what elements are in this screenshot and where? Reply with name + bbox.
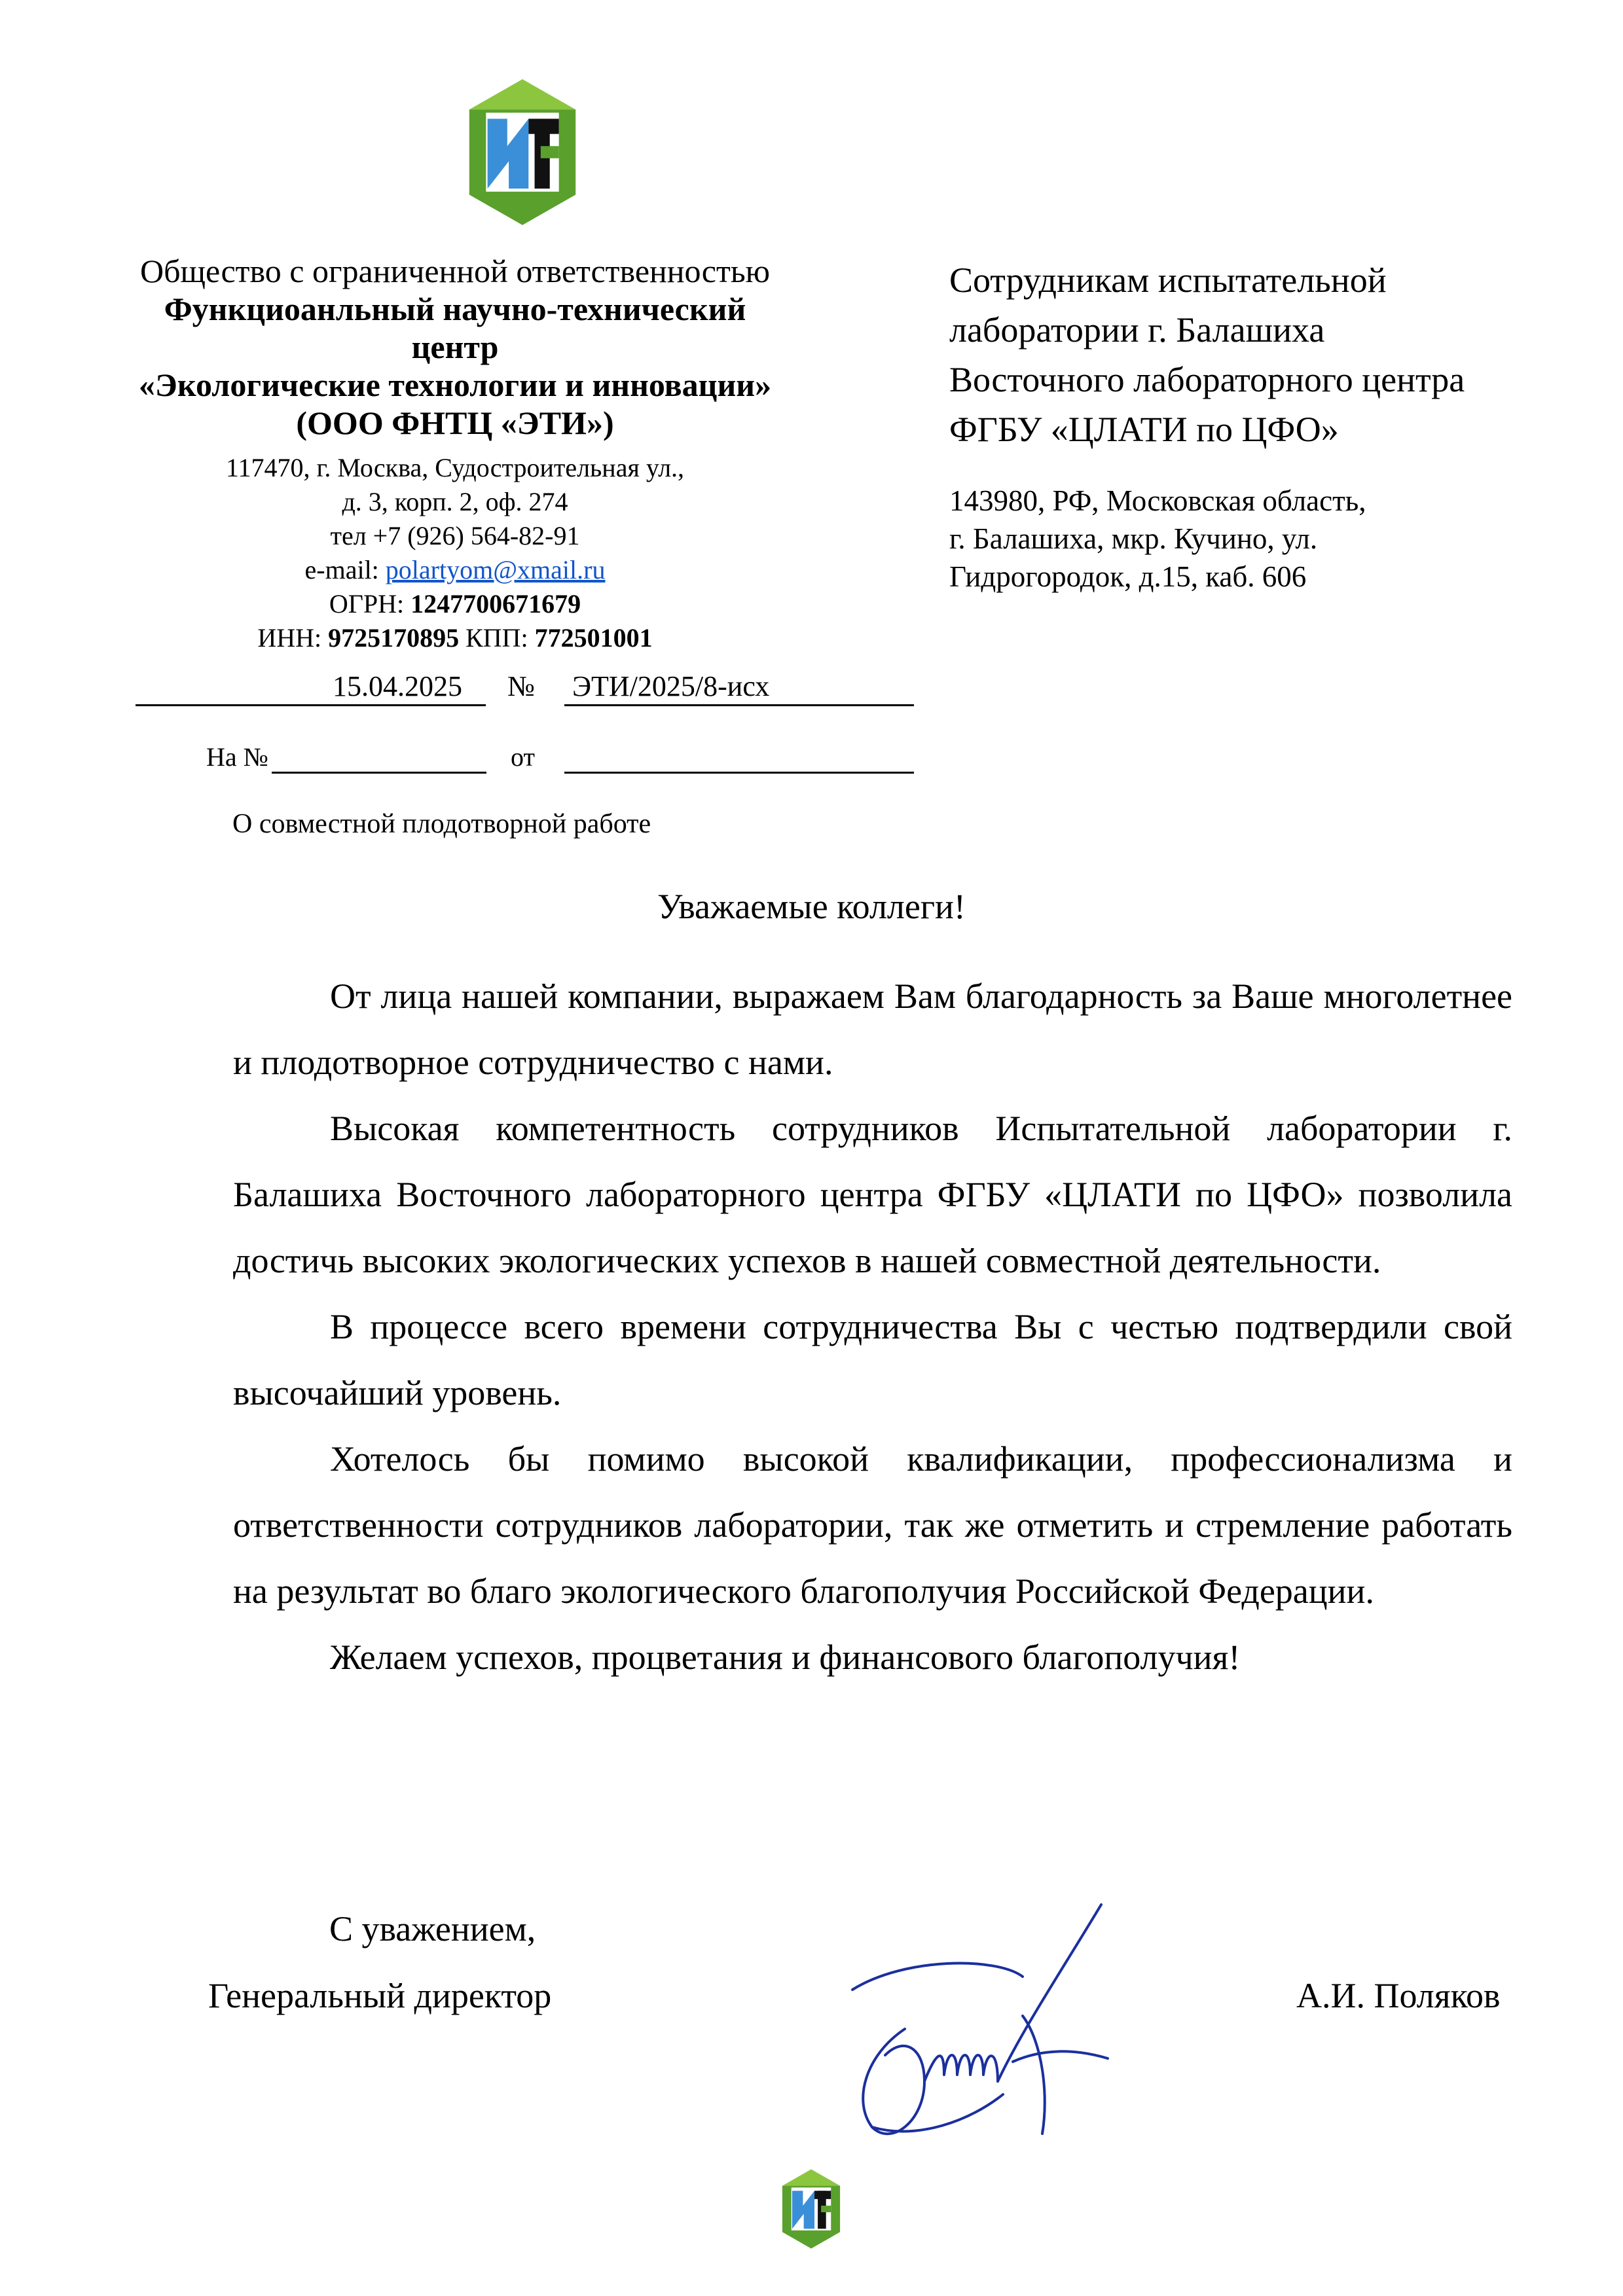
letter-greeting: Уважаемые коллеги! — [657, 887, 966, 926]
body-paragraph: В процессе всего времени сотрудничества Вы с честью подтвердили свой высочайший уровень. — [233, 1307, 1512, 1412]
handwritten-signature — [826, 1885, 1167, 2147]
reply-to-label: На № — [206, 742, 268, 772]
recipient-line1: Сотрудникам испытательной — [949, 260, 1387, 300]
ogrn-label: ОГРН: — [329, 589, 411, 619]
kpp-label: КПП: — [459, 623, 535, 653]
inn-label: ИНН: — [257, 623, 329, 653]
signer-position: Генеральный директор — [208, 1976, 552, 2015]
recipient-address-line1: 143980, РФ, Московская область, — [949, 484, 1366, 517]
sender-inn-row — [124, 621, 786, 655]
sender-contacts — [124, 451, 786, 655]
sender-address-line1: 117470, г. Москва, Судостроительная ул., — [225, 453, 685, 482]
reply-date-line — [564, 741, 914, 774]
sender-name-line1: Функциоанльный научно-технический центр — [164, 291, 746, 365]
email-link[interactable]: polartyom@xmail.ru — [385, 555, 606, 584]
company-logo-small — [770, 2168, 852, 2250]
sender-phone: тел +7 (926) 564-82-91 — [330, 521, 580, 550]
recipient-block — [949, 255, 1565, 596]
sender-address-line2: д. 3, корп. 2, оф. 274 — [342, 487, 568, 516]
body-paragraph: Высокая компетентность сотрудников Испытательной лаборатории г. Балашиха Восточного лабораторного центра ФГБУ «ЦЛАТИ по ЦФО» позволила достичь высоких экологических успехов в нашей совместной деятельности. — [233, 1109, 1512, 1280]
kpp-value: 772501001 — [534, 623, 653, 653]
sender-email-row — [124, 553, 786, 587]
body-paragraph: От лица нашей компании, выражаем Вам благодарность за Ваше многолетнее и плодотворное сотрудничество с нами. — [233, 977, 1512, 1082]
inn-value: 9725170895 — [328, 623, 460, 653]
ogrn-value: 1247700671679 — [410, 589, 581, 619]
closing-regards: С уважением, — [329, 1909, 536, 1948]
recipient-address-line2: г. Балашиха, мкр. Кучино, ул. — [949, 522, 1318, 555]
company-logo — [447, 75, 598, 229]
recipient-line3: Восточного лабораторного центра — [949, 360, 1465, 399]
body-paragraph: Хотелось бы помимо высокой квалификации, профессионализма и ответственности сотрудников лаборатории, так же отметить и стремление работать на результат во благо экологического благополучия Российской Федерации. — [233, 1439, 1512, 1611]
sender-name-line2: «Экологические технологии и инновации» — [138, 367, 772, 403]
email-label: e-mail: — [304, 555, 386, 584]
letter-body — [233, 963, 1512, 1691]
recipient-address — [949, 482, 1565, 596]
sender-org-form: Общество с ограниченной ответственностью — [140, 253, 770, 289]
number-sign: № — [507, 670, 535, 702]
outgoing-number: ЭТИ/2025/8-исх — [572, 670, 770, 702]
recipient-line4: ФГБУ «ЦЛАТИ по ЦФО» — [949, 410, 1339, 449]
sender-ogrn-row — [124, 587, 786, 621]
outgoing-date-line — [136, 669, 486, 706]
sender-short-name: (ООО ФНТЦ «ЭТИ») — [296, 404, 614, 441]
reply-number-line — [272, 741, 486, 774]
recipient-line2: лаборатории г. Балашиха — [949, 310, 1325, 350]
from-label: от — [511, 742, 535, 772]
signer-name: А.И. Поляков — [1296, 1976, 1501, 2015]
recipient-address-line3: Гидрогородок, д.15, каб. 606 — [949, 560, 1307, 593]
body-paragraph: Желаем успехов, процветания и финансового благополучия! — [330, 1638, 1241, 1677]
outgoing-date: 15.04.2025 — [333, 670, 462, 702]
sender-block — [124, 252, 786, 655]
outgoing-number-line — [564, 669, 914, 706]
letter-subject: О совместной плодотворной работе — [232, 809, 651, 839]
